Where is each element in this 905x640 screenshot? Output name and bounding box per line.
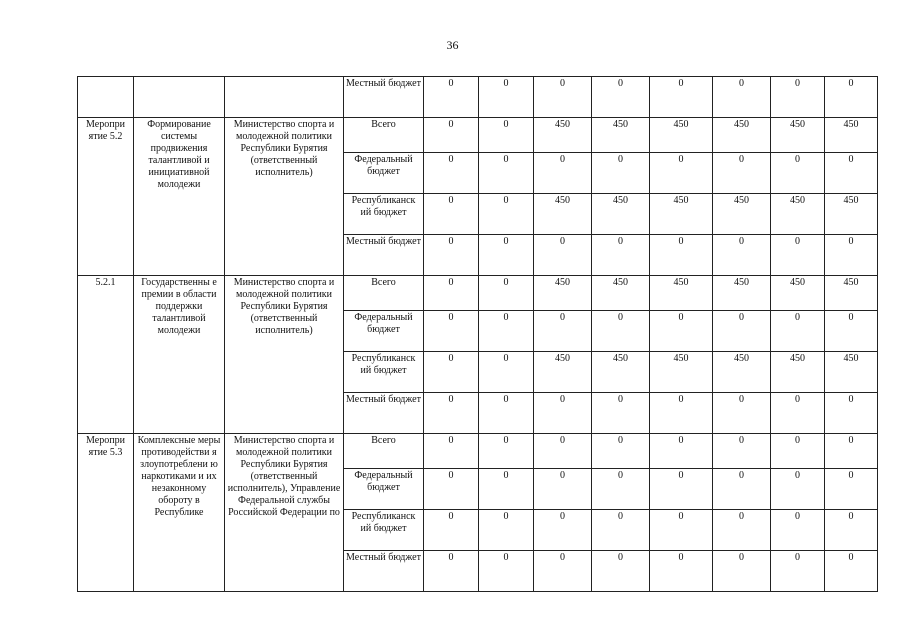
value-cell: 450 bbox=[592, 352, 650, 393]
value-cell: 0 bbox=[424, 118, 479, 153]
funding-source-cell: Всего bbox=[344, 276, 424, 311]
value-cell: 0 bbox=[479, 311, 534, 352]
value-cell: 0 bbox=[534, 434, 592, 469]
table-row bbox=[78, 434, 878, 469]
table-row bbox=[78, 77, 878, 118]
value-cell: 0 bbox=[650, 311, 713, 352]
value-cell: 0 bbox=[592, 153, 650, 194]
activity-name-cell: Государственны е премии в области поддержки талантливой молодежи bbox=[134, 276, 225, 434]
value-cell: 450 bbox=[592, 276, 650, 311]
executor-cell bbox=[225, 77, 344, 118]
value-cell: 450 bbox=[713, 352, 771, 393]
value-cell: 0 bbox=[713, 510, 771, 551]
value-cell: 0 bbox=[592, 393, 650, 434]
value-cell: 0 bbox=[592, 77, 650, 118]
value-cell: 0 bbox=[650, 551, 713, 592]
funding-source-cell: Всего bbox=[344, 434, 424, 469]
value-cell: 0 bbox=[650, 434, 713, 469]
value-cell: 0 bbox=[534, 77, 592, 118]
funding-source-cell: Местный бюджет bbox=[344, 77, 424, 118]
value-cell: 0 bbox=[592, 235, 650, 276]
value-cell: 0 bbox=[650, 469, 713, 510]
value-cell: 0 bbox=[534, 235, 592, 276]
activity-name-cell bbox=[134, 77, 225, 118]
executor-cell: Министерство спорта и молодежной политики Республики Бурятия (ответственный исполнитель) bbox=[225, 276, 344, 434]
value-cell: 450 bbox=[771, 352, 825, 393]
table-row bbox=[78, 276, 878, 311]
value-cell: 0 bbox=[825, 153, 878, 194]
value-cell: 0 bbox=[479, 434, 534, 469]
value-cell: 0 bbox=[825, 551, 878, 592]
value-cell: 0 bbox=[771, 311, 825, 352]
value-cell: 450 bbox=[825, 352, 878, 393]
value-cell: 0 bbox=[479, 352, 534, 393]
activity-number-cell: Меропри ятие 5.2 bbox=[78, 118, 134, 276]
value-cell: 450 bbox=[592, 194, 650, 235]
budget-table bbox=[77, 76, 878, 592]
value-cell: 0 bbox=[825, 393, 878, 434]
value-cell: 450 bbox=[771, 276, 825, 311]
value-cell: 0 bbox=[424, 352, 479, 393]
value-cell: 0 bbox=[825, 510, 878, 551]
value-cell: 0 bbox=[825, 311, 878, 352]
value-cell: 0 bbox=[650, 153, 713, 194]
value-cell: 0 bbox=[771, 469, 825, 510]
value-cell: 450 bbox=[650, 276, 713, 311]
value-cell: 0 bbox=[424, 434, 479, 469]
value-cell: 0 bbox=[592, 551, 650, 592]
funding-source-cell: Федеральный бюджет bbox=[344, 153, 424, 194]
value-cell: 450 bbox=[592, 118, 650, 153]
value-cell: 0 bbox=[713, 235, 771, 276]
value-cell: 0 bbox=[771, 551, 825, 592]
activity-number-cell: Меропри ятие 5.3 bbox=[78, 434, 134, 592]
value-cell: 0 bbox=[825, 235, 878, 276]
value-cell: 0 bbox=[771, 434, 825, 469]
value-cell: 450 bbox=[713, 194, 771, 235]
value-cell: 0 bbox=[713, 77, 771, 118]
value-cell: 0 bbox=[825, 434, 878, 469]
value-cell: 0 bbox=[650, 235, 713, 276]
table-row bbox=[78, 118, 878, 153]
value-cell: 0 bbox=[424, 551, 479, 592]
page-number: 36 bbox=[446, 38, 459, 52]
value-cell: 0 bbox=[771, 235, 825, 276]
funding-source-cell: Республиканск ий бюджет bbox=[344, 352, 424, 393]
funding-source-cell: Всего bbox=[344, 118, 424, 153]
executor-cell: Министерство спорта и молодежной политики Республики Бурятия (ответственный исполнитель) bbox=[225, 118, 344, 276]
value-cell: 0 bbox=[771, 510, 825, 551]
value-cell: 0 bbox=[592, 469, 650, 510]
value-cell: 0 bbox=[592, 510, 650, 551]
value-cell: 0 bbox=[650, 510, 713, 551]
value-cell: 0 bbox=[534, 551, 592, 592]
value-cell: 450 bbox=[825, 194, 878, 235]
value-cell: 450 bbox=[771, 194, 825, 235]
value-cell: 0 bbox=[534, 510, 592, 551]
value-cell: 0 bbox=[534, 153, 592, 194]
activity-name-cell: Комплексные меры противодействи я злоупотреблени ю наркотиками и их незаконному обороту в Республике bbox=[134, 434, 225, 592]
value-cell: 450 bbox=[534, 194, 592, 235]
activity-number-cell bbox=[78, 77, 134, 118]
value-cell: 450 bbox=[825, 276, 878, 311]
value-cell: 0 bbox=[479, 393, 534, 434]
value-cell: 0 bbox=[479, 77, 534, 118]
value-cell: 0 bbox=[479, 510, 534, 551]
funding-source-cell: Республиканск ий бюджет bbox=[344, 194, 424, 235]
funding-source-cell: Федеральный бюджет bbox=[344, 469, 424, 510]
value-cell: 0 bbox=[713, 311, 771, 352]
value-cell: 0 bbox=[713, 551, 771, 592]
value-cell: 0 bbox=[534, 393, 592, 434]
value-cell: 450 bbox=[713, 118, 771, 153]
funding-source-cell: Местный бюджет bbox=[344, 393, 424, 434]
value-cell: 450 bbox=[650, 118, 713, 153]
activity-number-cell: 5.2.1 bbox=[78, 276, 134, 434]
value-cell: 0 bbox=[424, 194, 479, 235]
value-cell: 0 bbox=[424, 276, 479, 311]
value-cell: 450 bbox=[650, 352, 713, 393]
funding-source-cell: Республиканск ий бюджет bbox=[344, 510, 424, 551]
value-cell: 0 bbox=[479, 118, 534, 153]
funding-source-cell: Местный бюджет bbox=[344, 551, 424, 592]
value-cell: 0 bbox=[479, 153, 534, 194]
value-cell: 0 bbox=[713, 469, 771, 510]
value-cell: 0 bbox=[713, 153, 771, 194]
value-cell: 0 bbox=[479, 235, 534, 276]
value-cell: 0 bbox=[592, 311, 650, 352]
activity-name-cell: Формирование системы продвижения талантливой и инициативной молодежи bbox=[134, 118, 225, 276]
funding-source-cell: Местный бюджет bbox=[344, 235, 424, 276]
value-cell: 0 bbox=[825, 77, 878, 118]
value-cell: 0 bbox=[479, 276, 534, 311]
value-cell: 0 bbox=[424, 469, 479, 510]
value-cell: 450 bbox=[825, 118, 878, 153]
value-cell: 0 bbox=[650, 393, 713, 434]
value-cell: 0 bbox=[424, 153, 479, 194]
value-cell: 0 bbox=[479, 194, 534, 235]
value-cell: 0 bbox=[424, 311, 479, 352]
value-cell: 0 bbox=[771, 77, 825, 118]
executor-cell: Министерство спорта и молодежной политики Республики Бурятия (ответственный исполнитель), Управление Федеральной службы Российской Федерации по bbox=[225, 434, 344, 592]
value-cell: 0 bbox=[424, 510, 479, 551]
value-cell: 0 bbox=[479, 469, 534, 510]
funding-source-cell: Федеральный бюджет bbox=[344, 311, 424, 352]
value-cell: 450 bbox=[771, 118, 825, 153]
value-cell: 0 bbox=[771, 393, 825, 434]
value-cell: 0 bbox=[424, 393, 479, 434]
value-cell: 450 bbox=[713, 276, 771, 311]
value-cell: 450 bbox=[534, 352, 592, 393]
value-cell: 450 bbox=[534, 118, 592, 153]
value-cell: 0 bbox=[825, 469, 878, 510]
value-cell: 0 bbox=[713, 393, 771, 434]
value-cell: 0 bbox=[713, 434, 771, 469]
value-cell: 0 bbox=[424, 235, 479, 276]
value-cell: 0 bbox=[534, 469, 592, 510]
value-cell: 0 bbox=[592, 434, 650, 469]
value-cell: 0 bbox=[771, 153, 825, 194]
value-cell: 0 bbox=[650, 77, 713, 118]
value-cell: 0 bbox=[424, 77, 479, 118]
value-cell: 450 bbox=[650, 194, 713, 235]
value-cell: 0 bbox=[479, 551, 534, 592]
value-cell: 450 bbox=[534, 276, 592, 311]
value-cell: 0 bbox=[534, 311, 592, 352]
